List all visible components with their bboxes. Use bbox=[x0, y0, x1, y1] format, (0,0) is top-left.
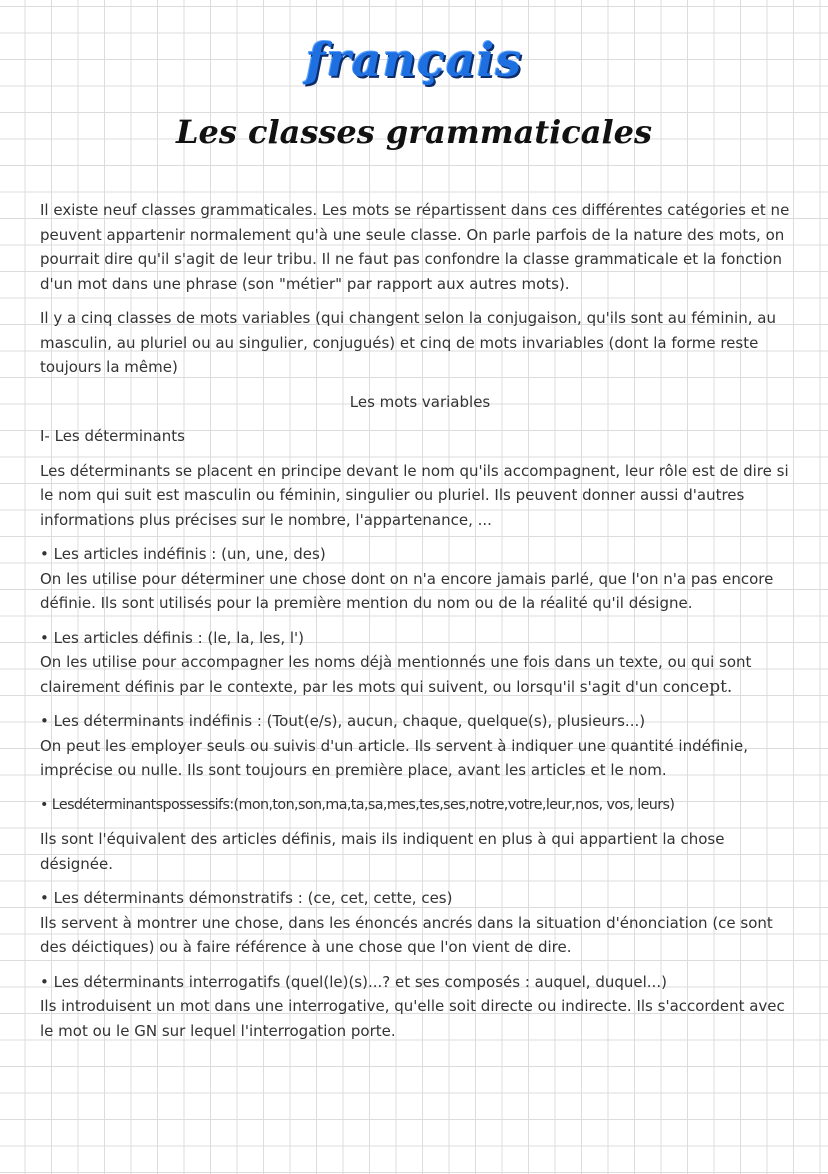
item-text: On les utilise pour accompagner les noms déjà mentionnés une fois dans un texte, ou qui sont clairement définis par le contexte, par les mots qui suivent, ou lorsqu'il s'agit d'un con bbox=[40, 653, 752, 696]
item-articles-indefinis bbox=[40, 542, 800, 616]
item-text: On les utilise pour déterminer une chose dont on n'a encore jamais parlé, que l'on n'a pas encore définie. Ils sont utilisés pour la première mention du nom ou de la réalité qu'il désigne. bbox=[40, 569, 774, 612]
item-title: • Les déterminants démonstratifs : (ce, cet, cette, ces) bbox=[40, 889, 453, 907]
item-text-end: cept. bbox=[689, 676, 733, 697]
page-title: français bbox=[305, 33, 523, 87]
intro-paragraph-1: Il existe neuf classes grammaticales. Les mots se répartissent dans ces différentes catégories et ne peuvent appartenir normalement qu'à une seule classe. On parle parfois de la nature des mots, on pourrait dire qu'il s'agit de leur tribu. Il ne faut pas confondre la classe grammaticale et la fonction d'un mot dans une phrase (son "métier" par rapport aux autres mots). bbox=[40, 201, 790, 293]
page-subtitle: Les classes grammaticales bbox=[175, 113, 653, 151]
item-determinants-demonstratifs bbox=[40, 886, 800, 960]
item-determinants-interrogatifs bbox=[40, 970, 800, 1044]
subsection-title: I- Les déterminants bbox=[40, 427, 185, 445]
subsection-intro: Les déterminants se placent en principe devant le nom qu'ils accompagnent, leur rôle est de dire si le nom qui suit est masculin ou féminin, singulier ou pluriel. Ils peuvent donner aussi d'autres informations plus précises sur le nombre, l'appartenance, ... bbox=[40, 461, 789, 529]
item-possessifs-title: • Lesdéterminantspossessifs:(mon,ton,son,ma,ta,sa,mes,tes,ses,notre,votre,leur,nos, vos, leurs) bbox=[40, 796, 675, 813]
item-possessifs-text: Ils sont l'équivalent des articles définis, mais ils indiquent en plus à qui appartient la chose désignée. bbox=[40, 830, 725, 873]
item-text: Ils servent à montrer une chose, dans les énoncés ancrés dans la situation d'énonciation (ce sont des déictiques) ou à faire référence à une chose que l'on vient de dire. bbox=[40, 913, 773, 956]
notes-body bbox=[40, 198, 800, 1053]
item-text: On peut les employer seuls ou suivis d'un article. Ils servent à indiquer une quantité indéfinie, imprécise ou nulle. Ils sont toujours en première place, avant les articles et le nom. bbox=[40, 736, 748, 779]
item-determinants-indefinis bbox=[40, 709, 800, 783]
section-heading: Les mots variables bbox=[349, 392, 491, 411]
item-title: • Les articles indéfinis : (un, une, des) bbox=[40, 545, 326, 563]
item-title: • Les déterminants indéfinis : (Tout(e/s), aucun, chaque, quelque(s), plusieurs...) bbox=[40, 712, 646, 730]
item-articles-definis bbox=[40, 626, 800, 700]
item-title: • Les déterminants interrogatifs (quel(le)(s)...? et ses composés : auquel, duquel...) bbox=[40, 972, 667, 991]
intro-paragraph-2: Il y a cinq classes de mots variables (qui changent selon la conjugaison, qu'ils sont au féminin, au masculin, au pluriel ou au singulier, conjugués) et cinq de mots invariables (dont la forme reste toujours la même) bbox=[40, 309, 776, 376]
item-text: Ils introduisent un mot dans une interrogative, qu'elle soit directe ou indirecte. Ils s'accordent avec le mot ou le GN sur lequel l'interrogation porte. bbox=[40, 997, 785, 1040]
item-title: • Les articles définis : (le, la, les, l') bbox=[40, 628, 305, 647]
